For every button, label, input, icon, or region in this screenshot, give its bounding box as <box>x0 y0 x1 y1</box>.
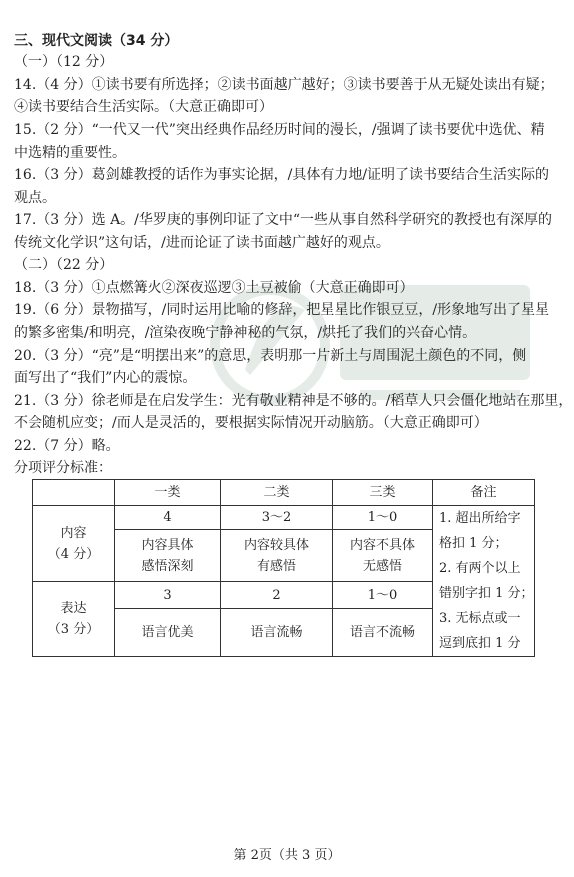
q21-line2: 不会随机应变；/而人是灵活的，要根据实际情况开动脑筋。（大意正确即可） <box>14 415 488 431</box>
q21-line1: 21.（3 分）徐老师是在启发学生：光有敬业精神是不够的。/稻草人只会僵化地站在那里， <box>14 393 573 409</box>
expression-label: 表达 <box>60 601 87 616</box>
table-cell: 4 <box>115 506 221 530</box>
q17-line1: 17.（3 分）选 A。/华罗庚的事例印证了文中“一些从事自然科学研究的教授也有深厚的 <box>14 212 553 228</box>
q20-line2: 面写出了“我们”内心的震惊。 <box>14 370 197 386</box>
page-footer: 第 2页（共 3 页） <box>233 848 341 863</box>
table-cell: 语言流畅 <box>221 609 333 657</box>
table-cell <box>221 530 333 582</box>
table-cell: 语言不流畅 <box>333 609 433 657</box>
criteria-title: 分项评分标准： <box>14 460 112 476</box>
table-cell: 1～0 <box>333 582 433 609</box>
table-header-cell: 一类 <box>115 480 221 506</box>
note-line: 格扣 1 分； <box>439 536 508 551</box>
table-header-cell <box>33 480 115 506</box>
part1-header: （一）（12 分） <box>14 54 114 70</box>
section-title: 三、现代文阅读（34 分） <box>14 33 179 49</box>
note-line: 逗到底扣 1 分 <box>439 636 521 651</box>
q14-line1: 14.（4 分）①读书要有所选择；②读书面越广越好；③读书要善于从无疑处读出有疑； <box>14 77 554 93</box>
notes-cell <box>433 506 535 657</box>
cell-text: 有感悟 <box>256 558 296 574</box>
q18-line1: 18.（3 分）①点燃篝火②深夜巡逻③土豆被偷（大意正确即可） <box>14 280 414 296</box>
q14-line2: ④读书要结合生活实际。（大意正确即可） <box>14 99 273 115</box>
table-cell <box>115 530 221 582</box>
q17-line2: 传统文化学识”这句话，/进而论证了读书面越广越好的观点。 <box>14 235 390 251</box>
table-row <box>33 506 535 530</box>
scoring-table <box>32 479 535 657</box>
q20-line1: 20.（3 分）“亮”是“明摆出来”的意思，表明那一片新土与周围泥土颜色的不同，侧 <box>14 348 527 364</box>
q15-line1: 15.（2 分）“一代又一代”突出经典作品经历时间的漫长，/强调了读书要优中选优、精 <box>14 122 545 138</box>
content-label: 内容 <box>60 525 87 541</box>
cell-text: 内容较具体 <box>243 537 309 553</box>
table-cell: 2 <box>221 582 333 609</box>
table-cell: 3 <box>115 582 221 609</box>
table-header-cell: 三类 <box>333 480 433 506</box>
expression-points: （3 分） <box>47 622 100 637</box>
q19-line1: 19.（6 分）景物描写，/同时运用比喻的修辞，把星星比作银豆豆，/形象地写出了星星 <box>14 302 550 318</box>
expression-row-label <box>33 582 115 657</box>
q22-line1: 22.（7 分）略。 <box>14 438 120 454</box>
note-line: 2. 有两个以上 <box>439 561 521 576</box>
note-line: 1. 超出所给字 <box>439 511 521 526</box>
q16-line2: 观点。 <box>14 190 56 206</box>
table-cell: 1～0 <box>333 506 433 530</box>
table-cell <box>333 530 433 582</box>
cell-text: 无感悟 <box>362 558 402 574</box>
table-header-cell: 备注 <box>433 480 535 506</box>
table-cell: 语言优美 <box>115 609 221 657</box>
content-row-label <box>33 506 115 582</box>
q19-line2: 的繁多密集/和明亮，/渲染夜晚宁静神秘的气氛，/烘托了我们的兴奋心情。 <box>14 325 477 341</box>
cell-text: 内容具体 <box>141 537 194 553</box>
note-line: 错别字扣 1 分； <box>439 586 534 601</box>
q16-line1: 16.（3 分）葛剑雄教授的话作为事实论据，/具体有力地/证明了读书要结合生活实际的 <box>14 167 550 183</box>
table-cell: 3～2 <box>221 506 333 530</box>
cell-text: 内容不具体 <box>349 537 415 553</box>
q15-line2: 中选精的重要性。 <box>14 145 126 161</box>
content-points: （4 分） <box>47 546 100 562</box>
part2-header: （二）（22 分） <box>14 257 114 273</box>
cell-text: 感悟深刻 <box>141 558 194 574</box>
note-line: 3. 无标点或一 <box>439 611 521 626</box>
table-header-cell: 二类 <box>221 480 333 506</box>
table-header-row <box>33 480 535 506</box>
